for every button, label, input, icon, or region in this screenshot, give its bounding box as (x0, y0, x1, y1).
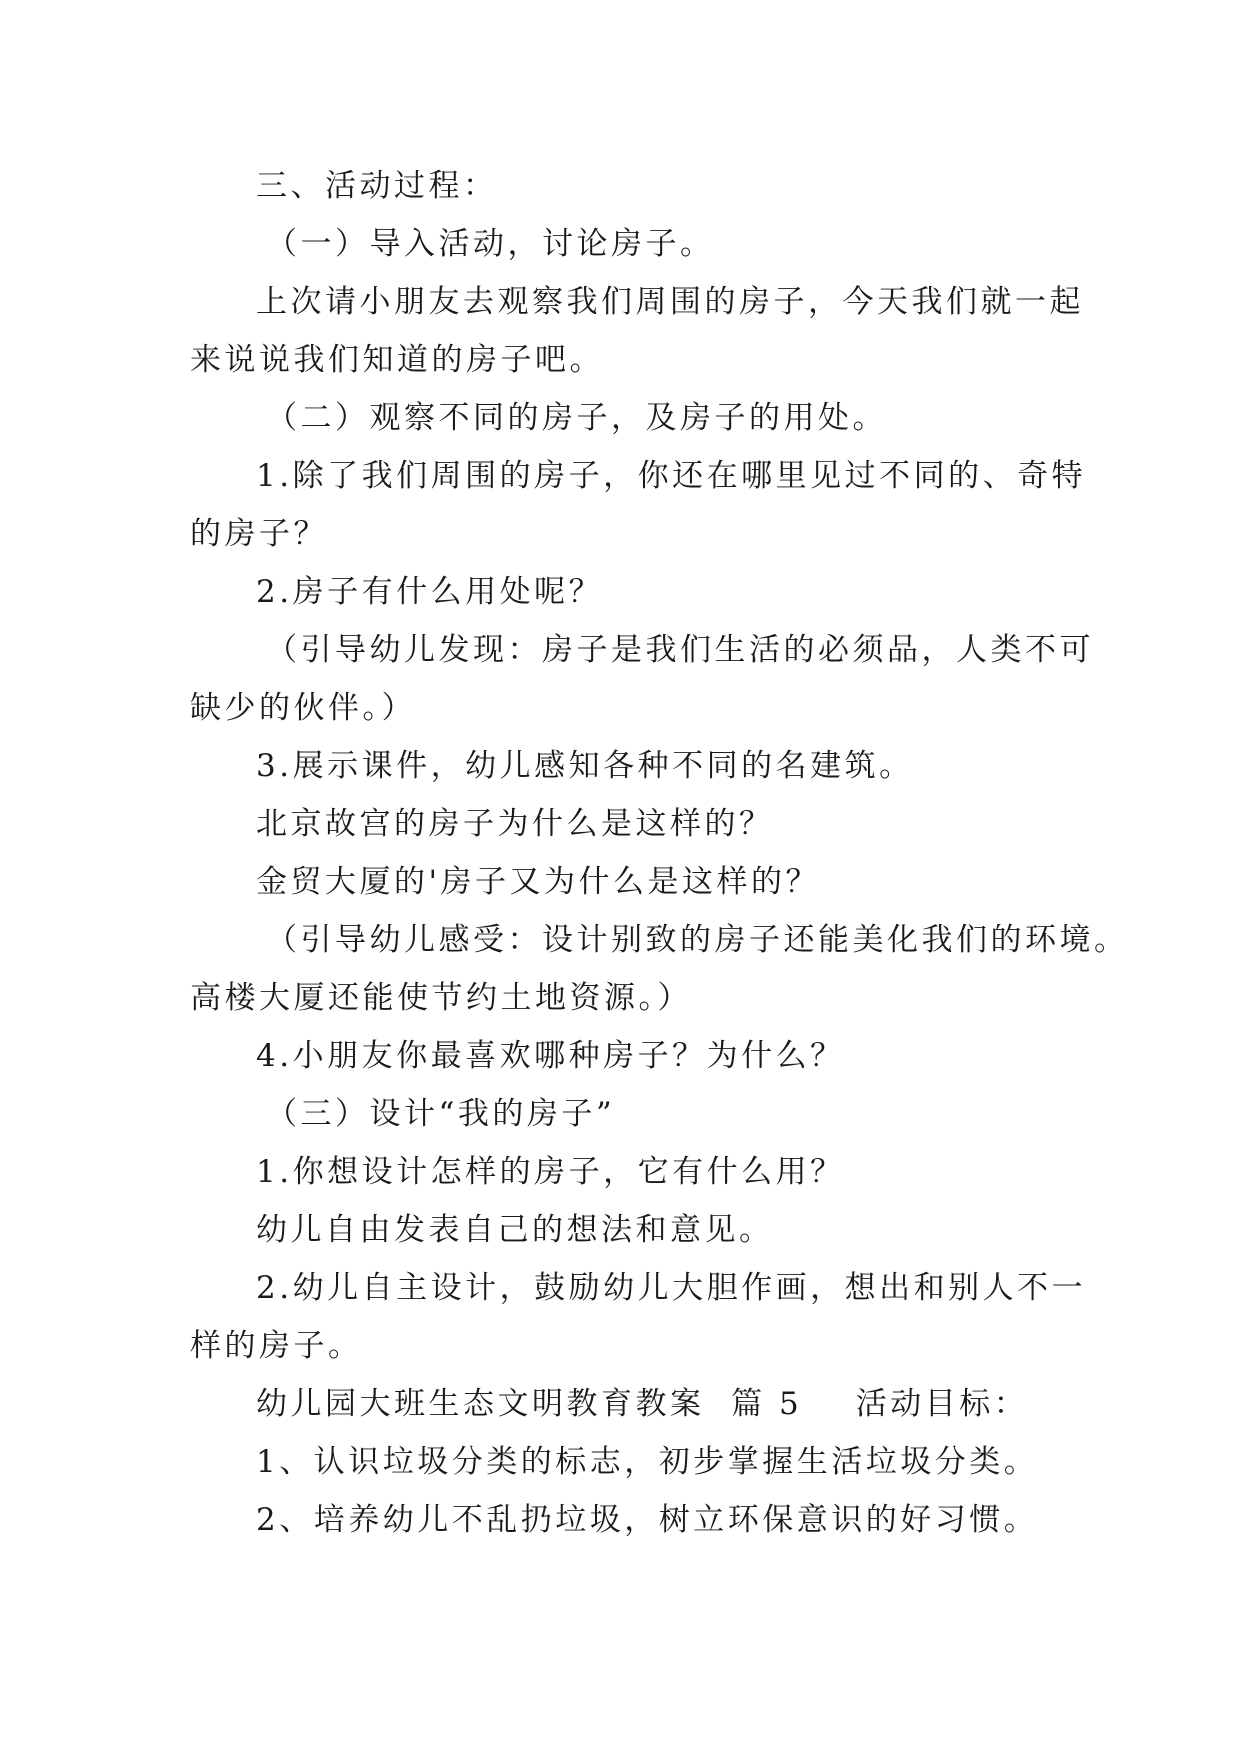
paragraph-line: 北京故宫的房子为什么是这样的？ (256, 806, 774, 842)
paragraph-line: 样的房子。 (190, 1328, 363, 1364)
paragraph-line: 2.房子有什么用处呢？ (256, 574, 604, 610)
paragraph-line: 4.小朋友你最喜欢哪种房子？为什么？ (256, 1038, 845, 1074)
paragraph-line: 的房子？ (190, 516, 328, 552)
section-heading: 三、活动过程： (256, 168, 498, 204)
paragraph-line: 高楼大厦还能使节约土地资源。） (190, 980, 692, 1016)
paragraph-line: 2.幼儿自主设计，鼓励幼儿大胆作画，想出和别人不一 (256, 1270, 1087, 1306)
paragraph-line: 上次请小朋友去观察我们周围的房子，今天我们就一起 (256, 284, 1084, 320)
subsection-heading: （一）导入活动，讨论房子。 (266, 226, 715, 262)
paragraph-line: （引导幼儿感受：设计别致的房子还能美化我们的环境。 (266, 922, 1129, 958)
paragraph-line: （引导幼儿发现：房子是我们生活的必须品，人类不可 (266, 632, 1094, 668)
paragraph-line: 2、培养幼儿不乱扔垃圾，树立环保意识的好习惯。 (256, 1502, 1039, 1538)
paragraph-line: 来说说我们知道的房子吧。 (190, 342, 604, 378)
paragraph-line: 3.展示课件，幼儿感知各种不同的名建筑。 (256, 748, 914, 784)
paragraph-line: 金贸大厦的'房子又为什么是这样的？ (256, 864, 821, 900)
paragraph-line: 1、认识垃圾分类的标志，初步掌握生活垃圾分类。 (256, 1444, 1039, 1480)
paragraph-line: 幼儿自由发表自己的想法和意见。 (256, 1212, 774, 1248)
paragraph-line: 1.除了我们周围的房子，你还在哪里见过不同的、奇特 (256, 458, 1087, 494)
article-title-line: 幼儿园大班生态文明教育教案 篇 5 活动目标： (256, 1386, 1029, 1422)
subsection-heading: （三）设计“我的房子” (266, 1096, 616, 1132)
paragraph-line: 缺少的伙伴。） (190, 690, 416, 726)
subsection-heading: （二）观察不同的房子，及房子的用处。 (266, 400, 887, 436)
paragraph-line: 1.你想设计怎样的房子，它有什么用？ (256, 1154, 845, 1190)
